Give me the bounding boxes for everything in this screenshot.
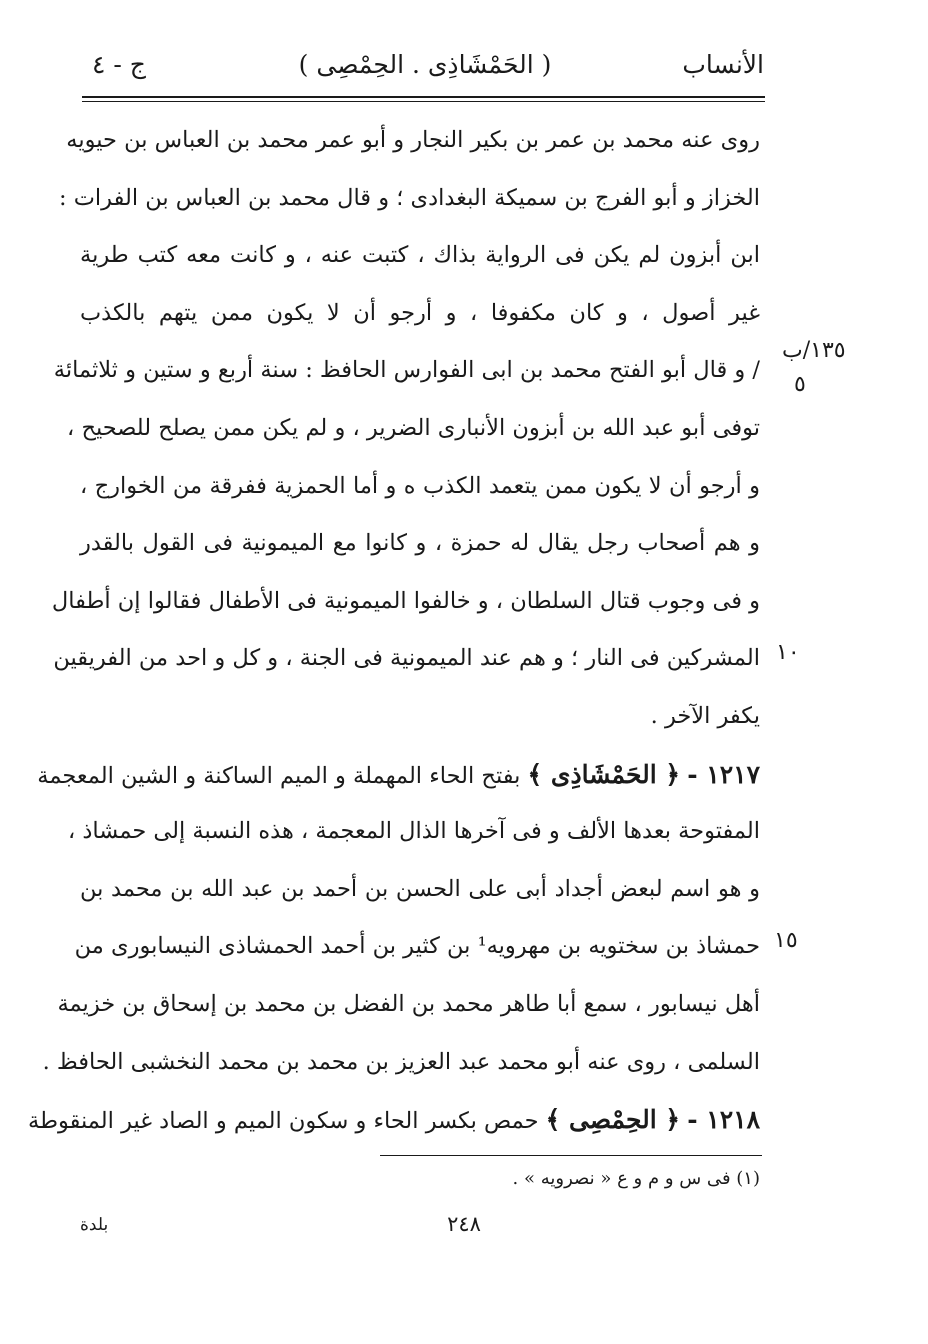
main-text <box>28 112 760 1149</box>
text-line: أهل نيسابور ، سمع أبا طاهر محمد بن الفضل بن محمد بن إسحاق بن خزيمة <box>57 990 760 1017</box>
text-line: المفتوحة بعدها الألف و فى آخرها الذال المعجمة ، هذه النسبة إلى حمشاذ ، <box>67 818 760 845</box>
entry-text: بفتح الحاء المهملة و الميم الساكنة و الشين المعجمة <box>37 762 521 789</box>
text-line: و فى وجوب قتال السلطان ، و خالفوا الميمونية فى الأطفال فقالوا إن أطفال <box>51 587 760 614</box>
text-line: و هم أصحاب رجل يقال له حمزة ، و كانوا مع الميمونية فى القول بالقدر <box>80 530 760 557</box>
footnote: (١) فى س و م و ع « نصرويه » . <box>512 1168 760 1189</box>
footnote-rule <box>380 1155 762 1156</box>
entry-heading: ﴿ الحِمْصِى ﴾ <box>545 1105 681 1135</box>
text-line: يكفر الآخر . <box>650 702 760 729</box>
text-line: روى عنه محمد بن عمر بن بكير النجار و أبو عمر محمد بن العباس بن حيويه <box>66 127 760 153</box>
text-line: السلمى ، روى عنه أبو محمد عبد العزيز بن محمد بن محمد النخشبى الحافظ . <box>42 1048 760 1075</box>
text-line: / و قال أبو الفتح محمد بن ابى الفوارس الحافظ : سنة أربع و ستين و ثلاثمائة <box>53 357 760 384</box>
text-line: غير أصول ، و كان مكفوفا ، و أرجو أن لا يكون ممن يتهم بالكذب <box>80 299 760 326</box>
header-book-title: الأنساب <box>682 50 764 79</box>
text-line: حمشاذ بن سختويه بن مهرويه¹ بن كثير بن أحمد الحمشاذى النيسابورى من <box>74 933 760 960</box>
text-line: المشركين فى النار ؛ و هم عند الميمونية فى الجنة ، و كل و احد من الفريقين <box>53 645 760 672</box>
header-section-title: ( الحَمْشَاذِى . الحِمْصِى ) <box>298 50 552 79</box>
entry-heading: ﴿ الحَمْشَاذِى ﴾ <box>527 759 681 789</box>
line-number-5: ٥ <box>794 372 806 397</box>
line-number-15: ١٥ <box>774 928 798 953</box>
text-line: و هو اسم لبعض أجداد أبى على الحسن بن أحمد بن عبد الله بن محمد بن <box>80 875 760 902</box>
catchword: بلدة <box>80 1215 109 1235</box>
text-line: الخزاز و أبو الفرج بن سميكة البغدادى ؛ و قال محمد بن العباس بن الفرات : <box>59 184 760 211</box>
page-number: ٢٤٨ <box>447 1212 481 1236</box>
line-number-10: ١٠ <box>776 640 800 665</box>
text-line: و أرجو أن لا يكون ممن يتعمد الكذب ه و أما الحمزية ففرقة من الخوارج ، <box>80 472 760 499</box>
entry-1217-line <box>37 746 760 804</box>
header-volume: ج - ٤ <box>92 50 146 79</box>
running-header <box>80 44 770 94</box>
entry-1218-line <box>28 1091 760 1149</box>
entry-number: ١٢١٧ - <box>687 759 760 789</box>
folio-marker: ١٣٥/ب <box>782 338 846 363</box>
entry-number: ١٢١٨ - <box>687 1105 760 1135</box>
text-line: توفى أبو عبد الله بن أبزون الأنبارى الضرير ، و لم يكن ممن يصلح للصحيح ، <box>67 414 760 441</box>
text-line: ابن أبزون لم يكن فى الرواية بذاك ، كتبت عنه ، و كانت معه كتب طرية <box>80 242 760 269</box>
entry-text: حمص بكسر الحاء و سكون الميم و الصاد غير المنقوطة <box>28 1108 539 1135</box>
header-rule <box>82 96 765 102</box>
